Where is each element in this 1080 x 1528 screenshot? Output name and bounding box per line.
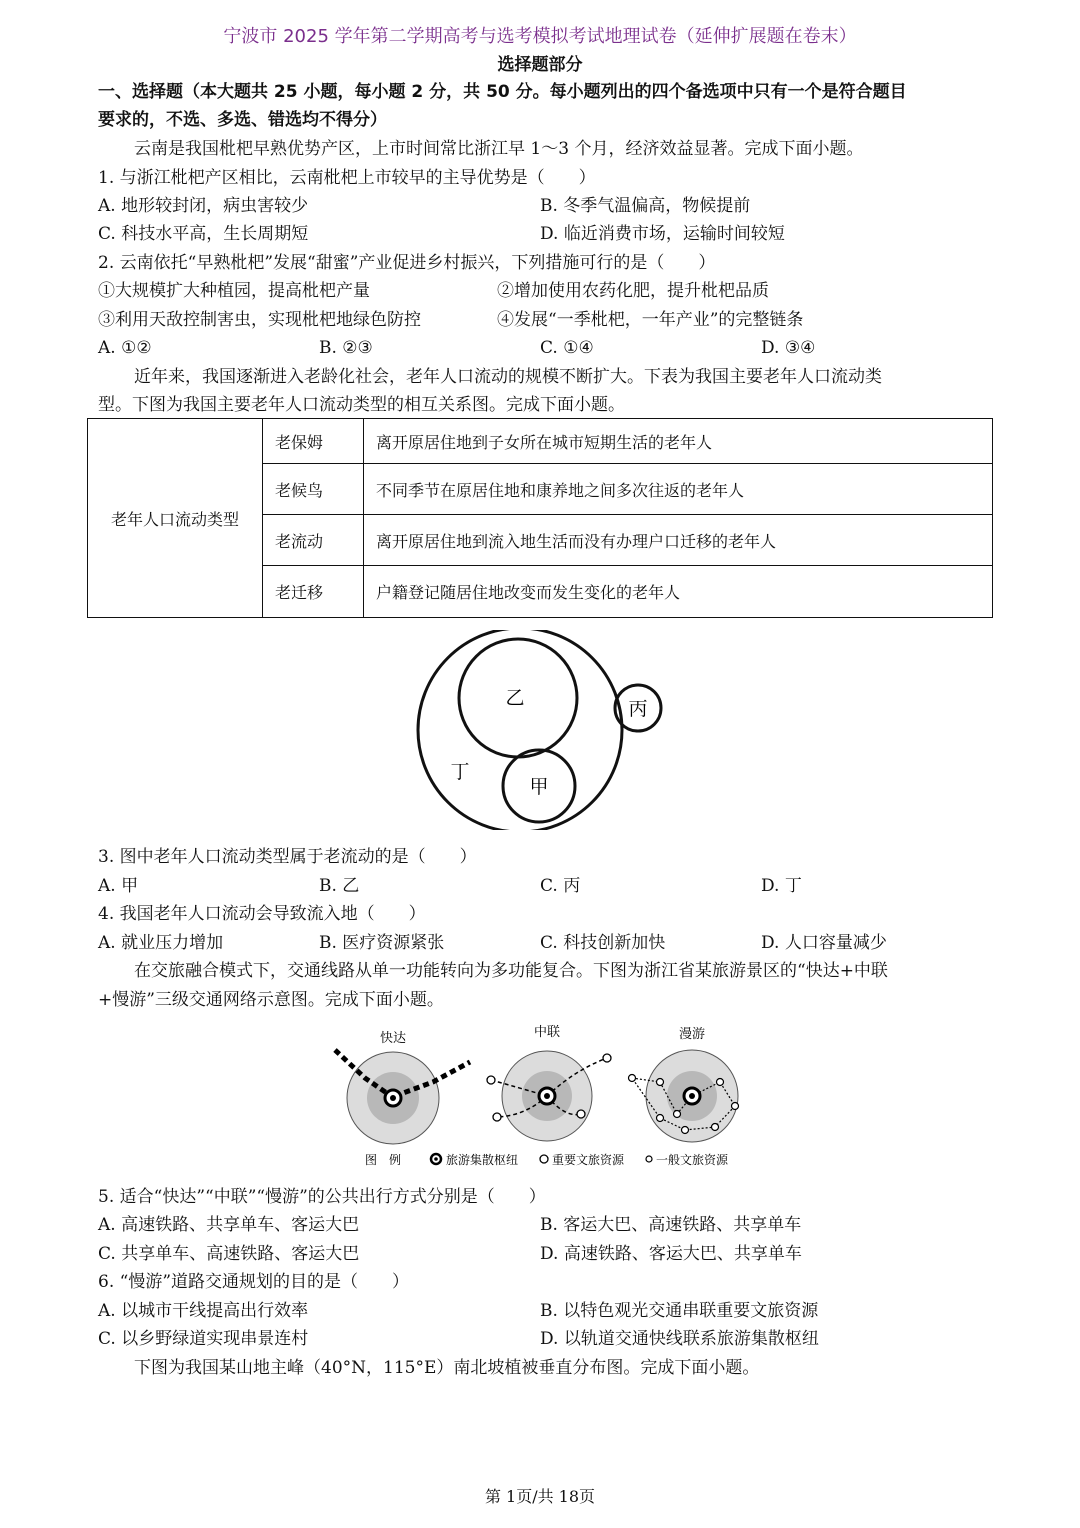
label-yi: 乙 <box>505 687 525 709</box>
intro-vegetation: 下图为我国某山地主峰（40°N，115°E）南北坡植被垂直分布图。完成下面小题。 <box>134 1358 760 1378</box>
intro-transport-line1: 在交旅融合模式下，交通线路从单一功能转向为多功能复合。下图为浙江省某旅游景区的“快达+中联 <box>134 961 888 981</box>
legend <box>365 1152 729 1167</box>
q2-option-c[interactable]: C. ①④ <box>540 338 594 358</box>
circle-ding <box>418 630 622 830</box>
table-desc-cell: 离开原居住地到流入地生活而没有办理户口迁移的老年人 <box>364 515 993 566</box>
q3-option-c[interactable]: C. 丙 <box>540 876 581 896</box>
q3-option-d[interactable]: D. 丁 <box>761 876 802 896</box>
q4-option-c[interactable]: C. 科技创新加快 <box>540 933 666 953</box>
section-instructions-line1: 一、选择题（本大题共 25 小题，每小题 2 分，共 50 分。每小题列出的四个备选项中只有一个是符合题目 <box>98 82 907 102</box>
q1-option-c[interactable]: C. 科技水平高，生长周期短 <box>98 224 309 244</box>
q4-option-d[interactable]: D. 人口容量减少 <box>761 933 887 953</box>
legend-major-icon <box>540 1155 548 1163</box>
legend-major-label: 重要文旅资源 <box>552 1153 625 1167</box>
legend-general-icon <box>646 1156 652 1162</box>
q2-statement-4: ④发展“一季枇杷，一年产业”的完整链条 <box>497 310 804 330</box>
q2-statement-1: ①大规模扩大种植园，提高枇杷产量 <box>98 281 370 301</box>
exam-title: 宁波市 2025 学年第二学期高考与选考模拟考试地理试卷（延伸扩展题在卷末） <box>223 26 857 47</box>
q3-stem: 3. 图中老年人口流动类型属于老流动的是（ ） <box>98 847 477 867</box>
elderly-flow-table <box>87 418 993 618</box>
legend-general-label: 一般文旅资源 <box>656 1153 729 1167</box>
table-type-cell: 老流动 <box>263 515 364 566</box>
q1-option-d[interactable]: D. 临近消费市场，运输时间较短 <box>540 224 785 244</box>
q5-option-a[interactable]: A. 高速铁路、共享单车、客运大巴 <box>98 1215 360 1235</box>
q2-option-b[interactable]: B. ②③ <box>319 338 373 358</box>
q6-option-b[interactable]: B. 以特色观光交通串联重要文旅资源 <box>540 1301 819 1321</box>
q1-option-b[interactable]: B. 冬季气温偏高，物候提前 <box>540 196 751 216</box>
section-instructions-line2: 要求的，不选、多选、错选均不得分） <box>98 110 387 130</box>
q4-stem: 4. 我国老年人口流动会导致流入地（ ） <box>98 904 426 924</box>
label-ding: 丁 <box>450 761 470 783</box>
q2-statement-2: ②增加使用农药化肥，提升枇杷品质 <box>497 281 769 301</box>
transport-network-figure <box>325 1022 765 1172</box>
intro-elderly-line2: 型。下图为我国主要老年人口流动类型的相互关系图。完成下面小题。 <box>98 395 625 415</box>
table-type-cell: 老候鸟 <box>263 464 364 515</box>
intro-loquat: 云南是我国枇杷早熟优势产区，上市时间常比浙江早 1～3 个月，经济效益显著。完成下面小题。 <box>134 139 864 159</box>
legend-hub-label: 旅游集散枢纽 <box>446 1153 519 1167</box>
q1-option-a[interactable]: A. 地形较封闭，病虫害较少 <box>98 196 309 216</box>
panel-medium <box>487 1024 611 1141</box>
q5-option-c[interactable]: C. 共享单车、高速铁路、客运大巴 <box>98 1244 360 1264</box>
intro-transport-line2: +慢游”三级交通网络示意图。完成下面小题。 <box>98 990 444 1010</box>
intro-elderly-line1: 近年来，我国逐渐进入老龄化社会，老年人口流动的规模不断扩大。下表为我国主要老年人口流动类 <box>134 367 882 387</box>
panel-slow-title: 漫游 <box>678 1027 706 1042</box>
q2-statement-3: ③利用天敌控制害虫，实现枇杷地绿色防控 <box>98 310 421 330</box>
q5-option-b[interactable]: B. 客运大巴、高速铁路、共享单车 <box>540 1215 802 1235</box>
legend-title: 图 例 <box>365 1153 402 1167</box>
section-subtitle: 选择题部分 <box>497 55 583 75</box>
panel-express <box>335 1030 470 1144</box>
panel-medium-title: 中联 <box>533 1025 561 1040</box>
table-category-cell: 老年人口流动类型 <box>88 419 263 618</box>
q2-stem: 2. 云南依托“早熟枇杷”发展“甜蜜”产业促进乡村振兴，下列措施可行的是（ ） <box>98 253 716 273</box>
q4-option-a[interactable]: A. 就业压力增加 <box>98 933 224 953</box>
panel-express-title: 快达 <box>379 1031 407 1046</box>
panel-slow <box>629 1027 739 1142</box>
q5-stem: 5. 适合“快达”“中联”“慢游”的公共出行方式分别是（ ） <box>98 1187 546 1207</box>
q3-option-a[interactable]: A. 甲 <box>98 876 139 896</box>
q5-option-d[interactable]: D. 高速铁路、客运大巴、共享单车 <box>540 1244 802 1264</box>
table-type-cell: 老保姆 <box>263 419 364 464</box>
table-desc-cell: 户籍登记随居住地改变而发生变化的老年人 <box>364 566 993 618</box>
q2-option-a[interactable]: A. ①② <box>98 338 152 358</box>
label-jia: 甲 <box>529 776 549 798</box>
table-desc-cell: 离开原居住地到子女所在城市短期生活的老年人 <box>364 419 993 464</box>
q6-option-a[interactable]: A. 以城市干线提高出行效率 <box>98 1301 309 1321</box>
table-type-cell: 老迁移 <box>263 566 364 618</box>
venn-diagram <box>400 630 680 830</box>
q1-stem: 1. 与浙江枇杷产区相比，云南枇杷上市较早的主导优势是（ ） <box>98 168 596 188</box>
q6-stem: 6. “慢游”道路交通规划的目的是（ ） <box>98 1272 410 1292</box>
table-desc-cell: 不同季节在原居住地和康养地之间多次往返的老年人 <box>364 464 993 515</box>
q2-option-d[interactable]: D. ③④ <box>761 338 816 358</box>
label-bing: 丙 <box>628 698 648 720</box>
q6-option-c[interactable]: C. 以乡野绿道实现串景连村 <box>98 1329 309 1349</box>
q4-option-b[interactable]: B. 医疗资源紧张 <box>319 933 445 953</box>
q6-option-d[interactable]: D. 以轨道交通快线联系旅游集散枢纽 <box>540 1329 819 1349</box>
q3-option-b[interactable]: B. 乙 <box>319 876 360 896</box>
page-number: 第 1页/共 18页 <box>484 1487 596 1506</box>
